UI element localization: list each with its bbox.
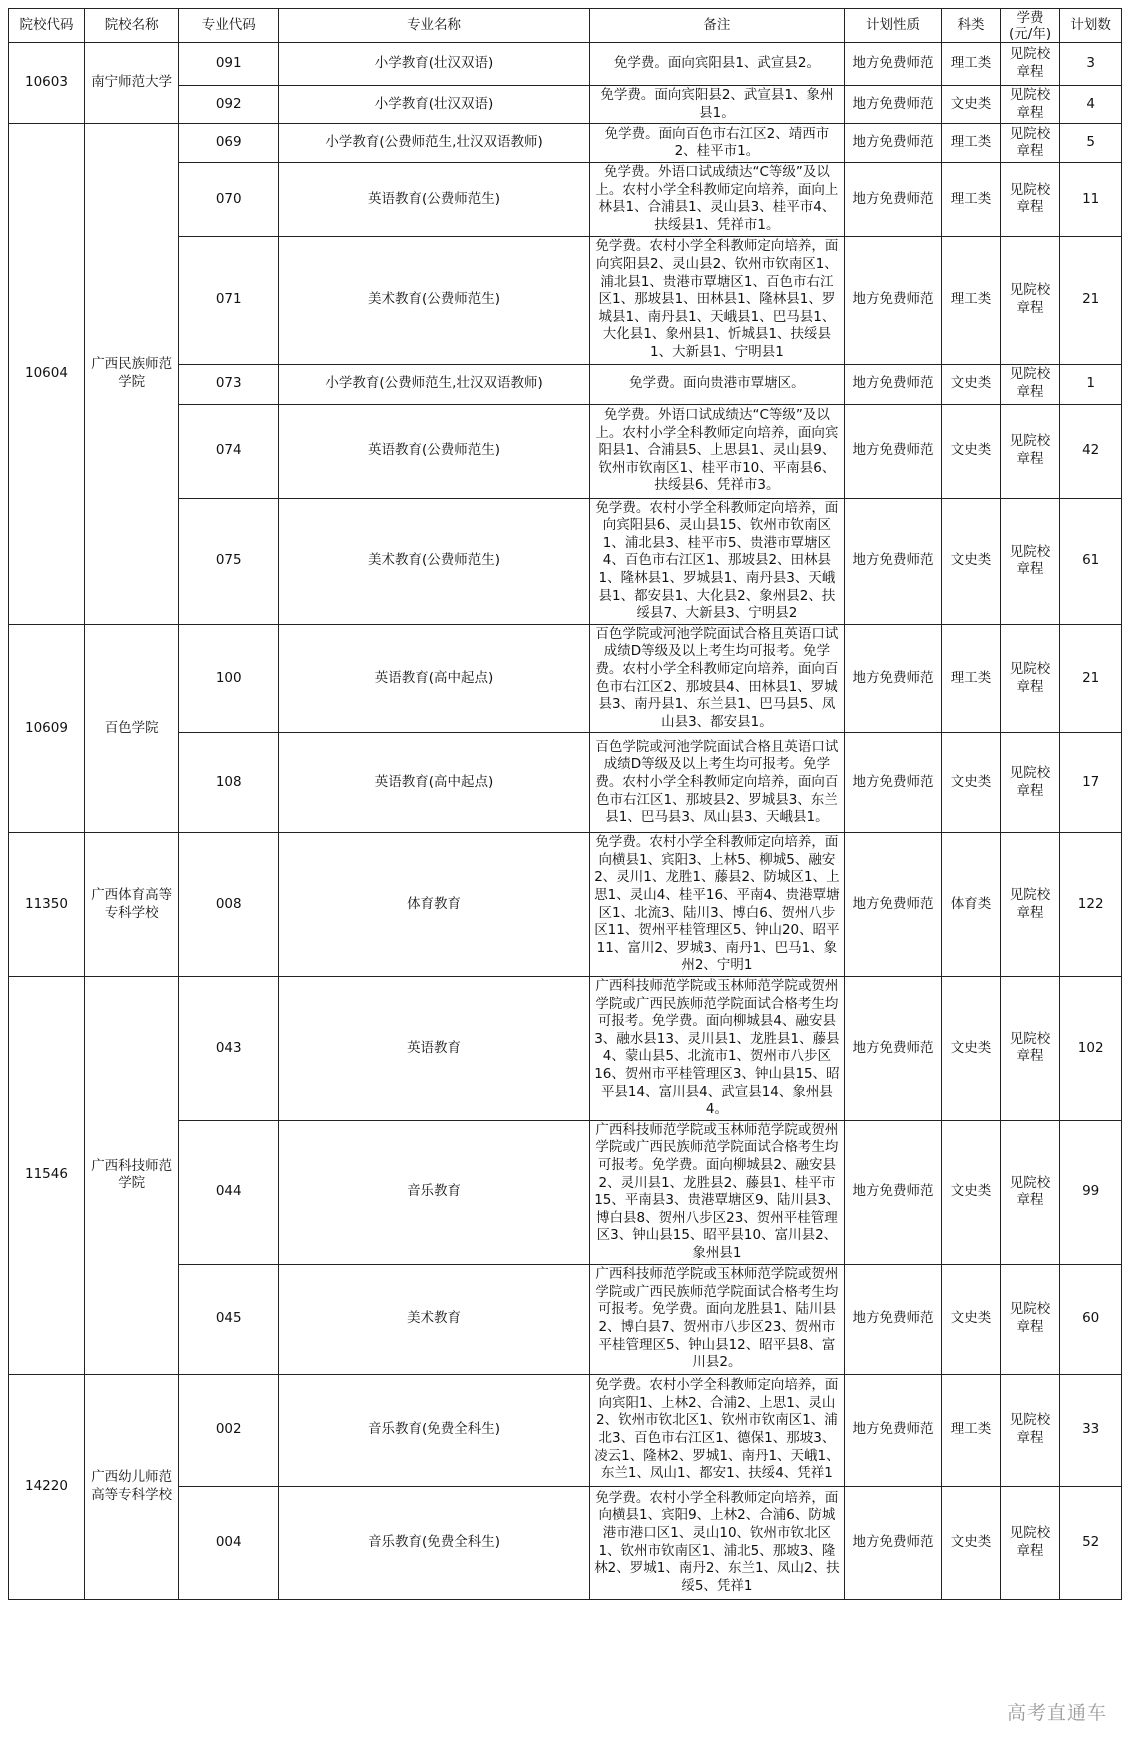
header-school-name: 院校名称 — [84, 9, 178, 43]
note-cell: 免学费。农村小学全科教师定向培养，面向横县1、宾阳3、上林5、柳城5、融安2、灵川1、龙胜1、藤县2、防城区1、上思1、灵山4、桂平16、平南4、贵港覃塘区1、北流3、陆川3、博白6、贺州八步区11、贺州平桂管理区5、钟山20、昭平11、富川2、罗城3、南丹1、巴马1、象州2、宁明1 — [590, 833, 845, 977]
major-code-cell: 091 — [179, 43, 279, 86]
header-note: 备注 — [590, 9, 845, 43]
major-code-cell: 100 — [179, 624, 279, 733]
major-name-cell: 美术教育 — [279, 1264, 590, 1374]
major-name-cell: 英语教育(公费师范生) — [279, 163, 590, 236]
fee-cell: 见院校章程 — [1000, 733, 1060, 833]
category-cell: 理工类 — [942, 1374, 1001, 1486]
school-name-cell: 南宁师范大学 — [84, 43, 178, 124]
major-code-cell: 004 — [179, 1486, 279, 1599]
note-cell: 广西科技师范学院或玉林师范学院或贺州学院或广西民族师范学院面试合格考生均可报考。免学费。面向龙胜县1、陆川县2、博白县7、贺州市八步区23、贺州市平桂管理区5、钟山县12、昭平县8、富川县2。 — [590, 1264, 845, 1374]
note-cell: 广西科技师范学院或玉林师范学院或贺州学院或广西民族师范学院面试合格考生均可报考。免学费。面向柳城县4、融安县3、融水县13、灵川县1、龙胜县1、藤县4、蒙山县5、北流市1、贺州市八步区16、贺州市平桂管理区3、钟山县15、昭平县14、富川县4、武宣县14、象州县4。 — [590, 977, 845, 1121]
major-name-cell: 小学教育(公费师范生,壮汉双语教师) — [279, 124, 590, 163]
note-cell: 免学费。面向贵港市覃塘区。 — [590, 364, 845, 404]
plan-count-cell: 1 — [1060, 364, 1122, 404]
note-cell: 百色学院或河池学院面试合格且英语口试成绩D等级及以上考生均可报考。免学费。农村小学全科教师定向培养，面向百色市右江区2、那坡县4、田林县1、罗城县3、南丹县1、东兰县1、巴马县5、凤山县3、都安县1。 — [590, 624, 845, 733]
school-code-cell: 10604 — [9, 124, 85, 625]
plan-type-cell: 地方免费师范 — [844, 977, 942, 1121]
fee-cell: 见院校章程 — [1000, 43, 1060, 86]
school-name-cell: 广西幼儿师范高等专科学校 — [84, 1374, 178, 1599]
school-name-cell: 广西科技师范学院 — [84, 977, 178, 1375]
plan-count-cell: 17 — [1060, 733, 1122, 833]
fee-cell: 见院校章程 — [1000, 498, 1060, 624]
fee-cell: 见院校章程 — [1000, 86, 1060, 124]
major-name-cell: 体育教育 — [279, 833, 590, 977]
plan-type-cell: 地方免费师范 — [844, 124, 942, 163]
header-category: 科类 — [942, 9, 1001, 43]
school-code-cell: 14220 — [9, 1374, 85, 1599]
table-body — [9, 43, 1122, 1600]
major-code-cell: 069 — [179, 124, 279, 163]
note-cell: 广西科技师范学院或玉林师范学院或贺州学院或广西民族师范学院面试合格考生均可报考。免学费。面向柳城县2、融安县2、灵川县1、龙胜县2、藤县1、桂平市15、平南县3、贵港覃塘区9、陆川县3、博白县8、贺州八步区23、贺州平桂管理区3、钟山县15、昭平县10、富川县2、象州县1 — [590, 1120, 845, 1264]
fee-cell: 见院校章程 — [1000, 1264, 1060, 1374]
fee-cell: 见院校章程 — [1000, 124, 1060, 163]
watermark: 高考直通车 — [1006, 1702, 1107, 1724]
plan-type-cell: 地方免费师范 — [844, 498, 942, 624]
plan-count-cell: 21 — [1060, 624, 1122, 733]
note-cell: 免学费。外语口试成绩达“C等级”及以上。农村小学全科教师定向培养，面向上林县1、合浦县1、灵山县3、桂平市4、扶绥县1、凭祥市1。 — [590, 163, 845, 236]
plan-type-cell: 地方免费师范 — [844, 364, 942, 404]
plan-count-cell: 99 — [1060, 1120, 1122, 1264]
plan-count-cell: 3 — [1060, 43, 1122, 86]
major-name-cell: 音乐教育(免费全科生) — [279, 1486, 590, 1599]
header-major-code: 专业代码 — [179, 9, 279, 43]
school-code-cell: 11350 — [9, 833, 85, 977]
major-code-cell: 002 — [179, 1374, 279, 1486]
major-name-cell: 美术教育(公费师范生) — [279, 498, 590, 624]
plan-type-cell: 地方免费师范 — [844, 833, 942, 977]
plan-type-cell: 地方免费师范 — [844, 404, 942, 498]
category-cell: 文史类 — [942, 404, 1001, 498]
school-name-cell: 广西体育高等专科学校 — [84, 833, 178, 977]
note-cell: 免学费。农村小学全科教师定向培养，面向宾阳1、上林2、合浦2、上思1、灵山2、钦州市钦北区1、钦州市钦南区1、浦北3、百色市右江区1、德保1、那坡3、凌云1、隆林2、罗城1、南丹1、天峨1、东兰1、凤山1、都安1、扶绥4、凭祥1 — [590, 1374, 845, 1486]
plan-type-cell: 地方免费师范 — [844, 1120, 942, 1264]
fee-cell: 见院校章程 — [1000, 364, 1060, 404]
school-code-cell: 10603 — [9, 43, 85, 124]
table-row — [9, 833, 1122, 977]
category-cell: 理工类 — [942, 236, 1001, 364]
plan-count-cell: 11 — [1060, 163, 1122, 236]
category-cell: 文史类 — [942, 498, 1001, 624]
table-row — [9, 977, 1122, 1121]
major-name-cell: 小学教育(公费师范生,壮汉双语教师) — [279, 364, 590, 404]
plan-count-cell: 122 — [1060, 833, 1122, 977]
major-code-cell: 044 — [179, 1120, 279, 1264]
school-name-cell: 百色学院 — [84, 624, 178, 833]
header-row — [9, 9, 1122, 43]
plan-type-cell: 地方免费师范 — [844, 733, 942, 833]
major-name-cell: 英语教育(高中起点) — [279, 733, 590, 833]
table-row — [9, 124, 1122, 163]
plan-count-cell: 61 — [1060, 498, 1122, 624]
fee-cell: 见院校章程 — [1000, 404, 1060, 498]
note-cell: 免学费。农村小学全科教师定向培养，面向横县1、宾阳9、上林2、合浦6、防城港市港口区1、灵山10、钦州市钦北区1、钦州市钦南区1、浦北5、那坡3、隆林2、罗城1、南丹2、东兰1、凤山2、扶绥5、凭祥1 — [590, 1486, 845, 1599]
plan-count-cell: 21 — [1060, 236, 1122, 364]
plan-count-cell: 4 — [1060, 86, 1122, 124]
school-name-cell: 广西民族师范学院 — [84, 124, 178, 625]
major-code-cell: 071 — [179, 236, 279, 364]
plan-count-cell: 60 — [1060, 1264, 1122, 1374]
plan-type-cell: 地方免费师范 — [844, 86, 942, 124]
header-plan-count: 计划数 — [1060, 9, 1122, 43]
table-row — [9, 43, 1122, 86]
header-fee-label: 学费 — [1016, 9, 1044, 26]
fee-cell: 见院校章程 — [1000, 1120, 1060, 1264]
note-cell: 免学费。外语口试成绩达“C等级”及以上。农村小学全科教师定向培养，面向宾阳县1、合浦县5、上思县1、灵山县9、钦州市钦南区1、桂平市10、平南县6、扶绥县6、凭祥市3。 — [590, 404, 845, 498]
major-name-cell: 小学教育(壮汉双语) — [279, 43, 590, 86]
plan-count-cell: 102 — [1060, 977, 1122, 1121]
note-cell: 免学费。农村小学全科教师定向培养，面向宾阳县6、灵山县15、钦州市钦南区1、浦北县3、桂平市5、贵港市覃塘区4、百色市右江区1、那坡县2、田林县1、隆林县1、罗城县1、南丹县3、天峨县1、都安县1、大化县2、象州县2、扶绥县7、大新县3、宁明县2 — [590, 498, 845, 624]
category-cell: 文史类 — [942, 1486, 1001, 1599]
school-code-cell: 11546 — [9, 977, 85, 1375]
enrollment-table — [8, 8, 1122, 1600]
major-code-cell: 073 — [179, 364, 279, 404]
major-name-cell: 美术教育(公费师范生) — [279, 236, 590, 364]
category-cell: 文史类 — [942, 977, 1001, 1121]
header-major-name: 专业名称 — [279, 9, 590, 43]
fee-cell: 见院校章程 — [1000, 1374, 1060, 1486]
fee-cell: 见院校章程 — [1000, 833, 1060, 977]
fee-cell: 见院校章程 — [1000, 1486, 1060, 1599]
plan-type-cell: 地方免费师范 — [844, 236, 942, 364]
major-name-cell: 英语教育(公费师范生) — [279, 404, 590, 498]
note-cell: 免学费。农村小学全科教师定向培养，面向宾阳县2、灵山县2、钦州市钦南区1、浦北县1、贵港市覃塘区1、百色市右江区1、那坡县1、田林县1、隆林县1、罗城县1、南丹县1、天峨县1、巴马县1、大化县1、象州县1、忻城县1、扶绥县1、大新县1、宁明县1 — [590, 236, 845, 364]
major-name-cell: 音乐教育(免费全科生) — [279, 1374, 590, 1486]
major-name-cell: 小学教育(壮汉双语) — [279, 86, 590, 124]
category-cell: 文史类 — [942, 1264, 1001, 1374]
major-code-cell: 075 — [179, 498, 279, 624]
category-cell: 文史类 — [942, 86, 1001, 124]
table-row — [9, 624, 1122, 733]
category-cell: 理工类 — [942, 43, 1001, 86]
major-code-cell: 074 — [179, 404, 279, 498]
plan-type-cell: 地方免费师范 — [844, 43, 942, 86]
header-plan-type: 计划性质 — [844, 9, 942, 43]
major-code-cell: 043 — [179, 977, 279, 1121]
category-cell: 文史类 — [942, 733, 1001, 833]
plan-count-cell: 42 — [1060, 404, 1122, 498]
note-cell: 免学费。面向宾阳县2、武宣县1、象州县1。 — [590, 86, 845, 124]
plan-type-cell: 地方免费师范 — [844, 163, 942, 236]
major-code-cell: 045 — [179, 1264, 279, 1374]
note-cell: 免学费。面向宾阳县1、武宣县2。 — [590, 43, 845, 86]
fee-cell: 见院校章程 — [1000, 624, 1060, 733]
plan-count-cell: 52 — [1060, 1486, 1122, 1599]
category-cell: 理工类 — [942, 124, 1001, 163]
note-cell: 百色学院或河池学院面试合格且英语口试成绩D等级及以上考生均可报考。免学费。农村小学全科教师定向培养，面向百色市右江区1、那坡县2、罗城县3、东兰县1、巴马县3、凤山县3、天峨县1。 — [590, 733, 845, 833]
category-cell: 文史类 — [942, 364, 1001, 404]
category-cell: 理工类 — [942, 624, 1001, 733]
plan-count-cell: 33 — [1060, 1374, 1122, 1486]
header-fee — [1000, 9, 1060, 43]
plan-type-cell: 地方免费师范 — [844, 1264, 942, 1374]
plan-count-cell: 5 — [1060, 124, 1122, 163]
major-code-cell: 092 — [179, 86, 279, 124]
plan-type-cell: 地方免费师范 — [844, 624, 942, 733]
major-name-cell: 音乐教育 — [279, 1120, 590, 1264]
plan-type-cell: 地方免费师范 — [844, 1486, 942, 1599]
major-code-cell: 108 — [179, 733, 279, 833]
plan-type-cell: 地方免费师范 — [844, 1374, 942, 1486]
major-name-cell: 英语教育 — [279, 977, 590, 1121]
table-row — [9, 1374, 1122, 1486]
header-school-code: 院校代码 — [9, 9, 85, 43]
note-cell: 免学费。面向百色市右江区2、靖西市2、桂平市1。 — [590, 124, 845, 163]
category-cell: 体育类 — [942, 833, 1001, 977]
category-cell: 文史类 — [942, 1120, 1001, 1264]
school-code-cell: 10609 — [9, 624, 85, 833]
header-fee-unit: (元/年) — [1009, 25, 1052, 42]
fee-cell: 见院校章程 — [1000, 236, 1060, 364]
fee-cell: 见院校章程 — [1000, 163, 1060, 236]
major-name-cell: 英语教育(高中起点) — [279, 624, 590, 733]
fee-cell: 见院校章程 — [1000, 977, 1060, 1121]
major-code-cell: 070 — [179, 163, 279, 236]
major-code-cell: 008 — [179, 833, 279, 977]
category-cell: 理工类 — [942, 163, 1001, 236]
